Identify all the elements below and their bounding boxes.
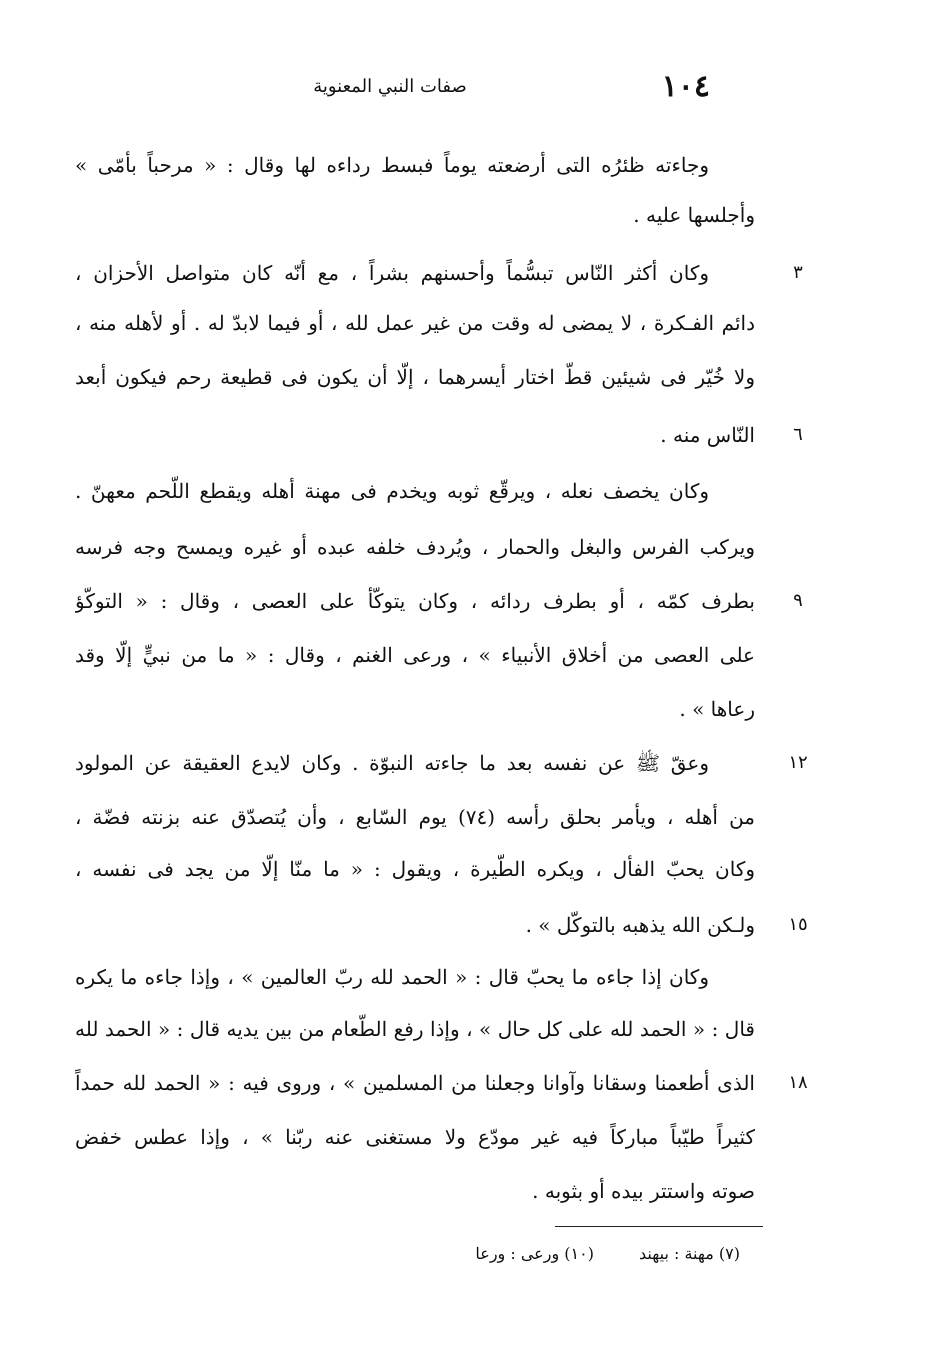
text-line: النّاس منه . bbox=[660, 423, 755, 447]
text-line: على العصى من أخلاق الأنبياء » ، ورعى الغنم ، وقال : « ما من نبيٍّ إلّا وقد bbox=[75, 643, 755, 667]
text-line: ويركب الفرس والبغل والحمار ، ويُردف خلفه عبده أو غيره ويمسح وجه فرسه bbox=[75, 535, 755, 559]
footnote-item: (١٠) ورعى : ورعا bbox=[475, 1244, 594, 1263]
page-number: ١٠٤ bbox=[661, 69, 710, 104]
margin-line-number: ١٨ bbox=[788, 1072, 808, 1093]
page-header bbox=[70, 62, 710, 112]
margin-line-number: ٩ bbox=[793, 590, 803, 611]
margin-line-number: ٦ bbox=[793, 424, 803, 445]
text-line: صوته واستتر بيده أو بثوبه . bbox=[532, 1179, 755, 1203]
text-line: قال : « الحمد لله على كل حال » ، وإذا رفع الطّعام من بين يديه قال : « الحمد لله bbox=[75, 1017, 755, 1041]
text-line: وكان يخصف نعله ، ويرقّع ثوبه ويخدم فى مهنة أهله ويقطع اللّحم معهنّ . bbox=[75, 479, 709, 503]
running-title: صفات النبي المعنوية bbox=[313, 76, 467, 97]
text-line: الذى أطعمنا وسقانا وآوانا وجعلنا من المسلمين » ، وروى فيه : « الحمد لله حمداً bbox=[75, 1071, 755, 1095]
text-line: رعاها » . bbox=[679, 697, 755, 721]
text-line: وكان أكثر النّاس تبسُّماً وأحسنهم بشراً ، مع أنّه كان متواصل الأحزان ، bbox=[75, 261, 709, 285]
text-line: من أهله ، ويأمر بحلق رأسه (٧٤) يوم السّابع ، وأن يُتصدّق عنه بزنته فضّة ، bbox=[75, 805, 755, 829]
footnote-rule bbox=[555, 1226, 763, 1227]
footnotes bbox=[340, 1234, 740, 1274]
footnote-item: (٧) مهنة : بيهند bbox=[639, 1244, 740, 1263]
margin-line-number: ١٢ bbox=[788, 752, 808, 773]
text-line: بطرف كمّه ، أو بطرف ردائه ، وكان يتوكّأ على العصى ، وقال : « التوكّؤ bbox=[75, 589, 755, 613]
text-line: وكان يحبّ الفأل ، ويكره الطّيرة ، ويقول : « ما منّا إلّا من يجد فى نفسه ، bbox=[75, 857, 755, 881]
text-line: وعقّ ﷺ عن نفسه بعد ما جاءته النبوّة . وكان لايدع العقيقة عن المولود bbox=[75, 751, 709, 775]
text-line: وكان إذا جاءه ما يحبّ قال : « الحمد لله ربّ العالمين » ، وإذا جاءه ما يكره bbox=[75, 965, 709, 989]
margin-line-number: ٣ bbox=[793, 262, 803, 283]
text-line: وأجلسها عليه . bbox=[633, 203, 755, 227]
margin-line-number: ١٥ bbox=[788, 914, 808, 935]
text-line: ولا خُيّر فى شيئين قطّ اختار أيسرهما ، إلّا أن يكون فى قطيعة رحم فيكون أبعد bbox=[75, 365, 755, 389]
text-line: وجاءته ظئرُه التى أرضعته يوماً فبسط رداءه لها وقال : « مرحباً بأمّى » bbox=[75, 153, 709, 177]
text-line: كثيراً طيّباً مباركاً فيه غير مودّع ولا مستغنى عنه ربّنا » ، وإذا عطس خفض bbox=[75, 1125, 755, 1149]
text-line: ولـكن الله يذهبه بالتوكّل » . bbox=[525, 913, 755, 937]
text-line: دائم الفـكرة ، لا يمضى له وقت من غير عمل لله ، أو فيما لابدّ له . أو لأهله منه ، bbox=[75, 311, 755, 335]
